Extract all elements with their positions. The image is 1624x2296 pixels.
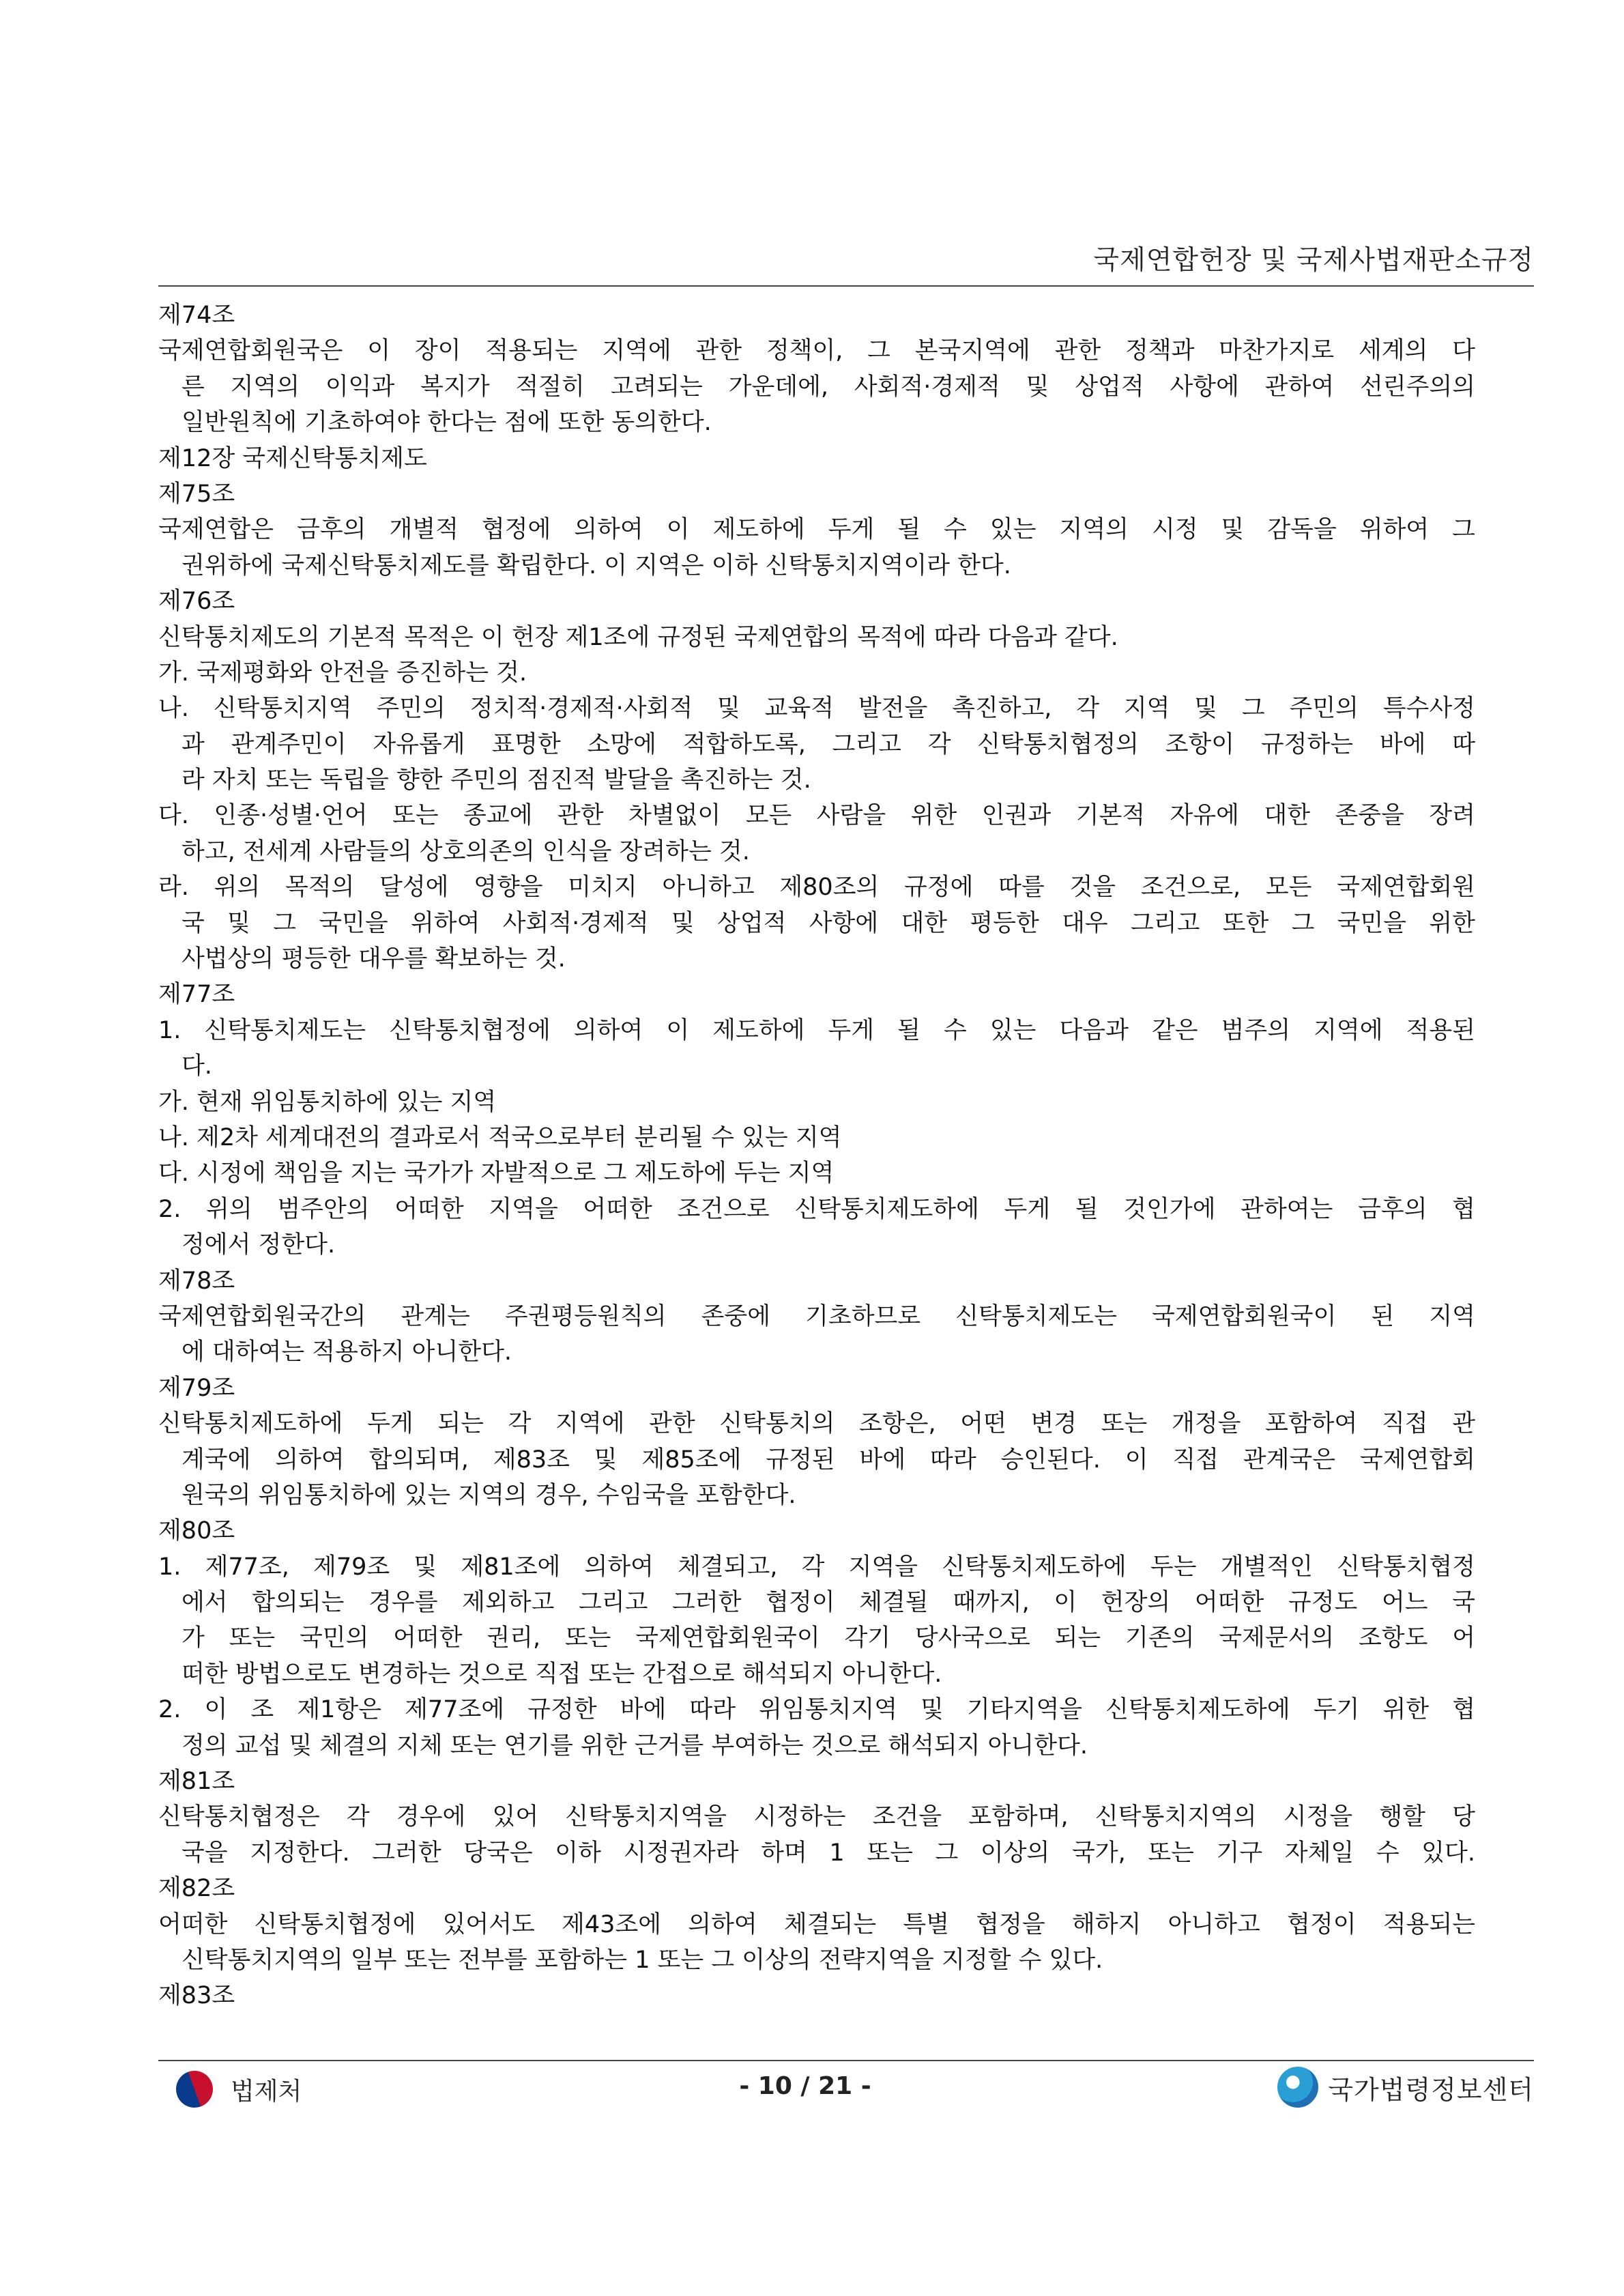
- text-line: 라 자치 또는 독립을 향한 주민의 점진적 발달을 촉진하는 것.: [182, 766, 811, 794]
- article-heading: 제78조: [158, 1267, 235, 1295]
- text-line: 에 대하여는 적용하지 아니한다.: [182, 1338, 512, 1366]
- article-heading: 제75조: [158, 480, 235, 508]
- text-line: 신탁통치협정은 각 경우에 있어 신탁통치지역을 시정하는 조건을 포함하며, 신탁통치지역의 시정을 행할 당: [158, 1803, 1475, 1831]
- list-item: 2. 위의 범주안의 어떠한 지역을 어떠한 조건으로 신탁통치제도하에 두게 될 것인가에 관하여는 금후의 협: [158, 1195, 1475, 1223]
- article-heading: 제74조: [158, 302, 235, 329]
- ministry-label: 법제처: [231, 2077, 302, 2106]
- list-item: 나. 제2차 세계대전의 결과로서 적국으로부터 분리될 수 있는 지역: [158, 1123, 842, 1151]
- law-center-label: 국가법령정보센터: [1328, 2074, 1534, 2105]
- text-line: 정의 교섭 및 체결의 지체 또는 연기를 위한 근거를 부여하는 것으로 해석되지 아니한다.: [182, 1732, 1088, 1760]
- document-body: [158, 298, 1475, 2014]
- text-line: 신탁통치제도하에 두게 되는 각 지역에 관한 신탁통치의 조항은, 어떤 변경 또는 개정을 포함하여 직접 관: [158, 1410, 1476, 1438]
- text-line: 계국에 의하여 합의되며, 제83조 및 제85조에 규정된 바에 따라 승인된다. 이 직접 관계국은 국제연합회: [182, 1446, 1475, 1474]
- government-emblem-icon: [171, 2065, 218, 2112]
- text-line: 떠한 방법으로도 변경하는 것으로 직접 또는 간접으로 해석되지 아니한다.: [182, 1660, 942, 1688]
- text-line: 다.: [182, 1052, 212, 1080]
- text-line: 신탁통치지역의 일부 또는 전부를 포함하는 1 또는 그 이상의 전략지역을 지정할 수 있다.: [182, 1946, 1103, 1974]
- article-heading: 제77조: [158, 981, 235, 1009]
- text-line: 정에서 정한다.: [182, 1231, 336, 1259]
- article-heading: 제79조: [158, 1374, 235, 1402]
- text-line: 국제연합회원국간의 관계는 주권평등원칙의 존중에 기초하므로 신탁통치제도는 국제연합회원국이 된 지역: [158, 1302, 1475, 1330]
- header-divider: [158, 285, 1534, 287]
- article-heading: 제81조: [158, 1768, 235, 1796]
- text-line: 과 관계주민이 자유롭게 표명한 소망에 적합하도록, 그리고 각 신탁통치협정의 조항이 규정하는 바에 따: [182, 730, 1475, 758]
- text-line: 국 및 그 국민을 위하여 사회적·경제적 및 상업적 사항에 대한 평등한 대우 그리고 또한 그 국민을 위한: [182, 909, 1475, 937]
- list-item: 다. 인종·성별·언어 또는 종교에 관한 차별없이 모든 사람을 위한 인권과 기본적 자유에 대한 존중을 장려: [158, 802, 1475, 830]
- article-heading: 제80조: [158, 1517, 235, 1545]
- list-item: 2. 이 조 제1항은 제77조에 규정한 바에 따라 위임통치지역 및 기타지역을 신탁통치제도하에 두기 위한 협: [158, 1696, 1475, 1724]
- chapter-heading: 제12장 국제신탁통치제도: [158, 444, 427, 472]
- document-header-title: 국제연합헌장 및 국제사법재판소규정: [1093, 245, 1534, 276]
- text-line: 가 또는 국민의 어떠한 권리, 또는 국제연합회원국이 각기 당사국으로 되는 기존의 국제문서의 조항도 어: [182, 1624, 1475, 1652]
- list-item: 다. 시정에 책임을 지는 국가가 자발적으로 그 제도하에 두는 지역: [158, 1160, 835, 1188]
- text-line: 어떠한 신탁통치협정에 있어서도 제43조에 의하여 체결되는 특별 협정을 해하지 아니하고 협정이 적용되는: [158, 1910, 1475, 1938]
- list-item: 라. 위의 목적의 달성에 영향을 미치지 아니하고 제80조의 규정에 따를 것을 조건으로, 모든 국제연합회원: [158, 874, 1475, 902]
- list-item: 1. 제77조, 제79조 및 제81조에 의하여 체결되고, 각 지역을 신탁통치제도하에 두는 개별적인 신탁통치협정: [158, 1553, 1475, 1581]
- list-item: 1. 신탁통치제도는 신탁통치협정에 의하여 이 제도하에 두게 될 수 있는 다음과 같은 범주의 지역에 적용된: [158, 1016, 1475, 1044]
- footer-divider: [158, 2060, 1534, 2061]
- law-center-logo-icon: [1277, 2067, 1318, 2108]
- text-line: 에서 합의되는 경우를 제외하고 그리고 그러한 협정이 체결될 때까지, 이 헌장의 어떠한 규정도 어느 국: [182, 1589, 1475, 1617]
- text-line: 른 지역의 이익과 복지가 적절히 고려되는 가운데에, 사회적·경제적 및 상업적 사항에 관하여 선린주의의: [182, 373, 1475, 401]
- article-heading: 제83조: [158, 1982, 235, 2010]
- text-line: 하고, 전세계 사람들의 상호의존의 인식을 장려하는 것.: [182, 837, 750, 865]
- footer-ministry: [176, 2071, 302, 2108]
- text-line: 원국의 위임통치하에 있는 지역의 경우, 수임국을 포함한다.: [182, 1481, 796, 1509]
- text-line: 신탁통치제도의 기본적 목적은 이 헌장 제1조에 규정된 국제연합의 목적에 따라 다음과 같다.: [158, 623, 1118, 651]
- list-item: 가. 국제평화와 안전을 증진하는 것.: [158, 659, 527, 687]
- page-number: - 10 / 21 -: [739, 2072, 871, 2100]
- footer-law-center: [1277, 2067, 1534, 2108]
- article-heading: 제76조: [158, 588, 235, 616]
- text-line: 사법상의 평등한 대우를 확보하는 것.: [182, 945, 566, 973]
- text-line: 국제연합은 금후의 개별적 협정에 의하여 이 제도하에 두게 될 수 있는 지역의 시정 및 감독을 위하여 그: [158, 516, 1475, 544]
- list-item: 가. 현재 위임통치하에 있는 지역: [158, 1088, 497, 1116]
- text-line: 국제연합회원국은 이 장이 적용되는 지역에 관한 정책이, 그 본국지역에 관한 정책과 마찬가지로 세계의 다: [158, 337, 1475, 365]
- text-line: 권위하에 국제신탁통치제도를 확립한다. 이 지역은 이하 신탁통치지역이라 한다.: [182, 551, 1011, 579]
- text-line: 국을 지정한다. 그러한 당국은 이하 시정권자라 하며 1 또는 그 이상의 국가, 또는 기구 자체일 수 있다.: [182, 1839, 1475, 1867]
- list-item: 나. 신탁통치지역 주민의 정치적·경제적·사회적 및 교육적 발전을 촉진하고, 각 지역 및 그 주민의 특수사정: [158, 695, 1475, 723]
- article-heading: 제82조: [158, 1875, 235, 1903]
- text-line: 일반원칙에 기초하여야 한다는 점에 또한 동의한다.: [182, 409, 712, 437]
